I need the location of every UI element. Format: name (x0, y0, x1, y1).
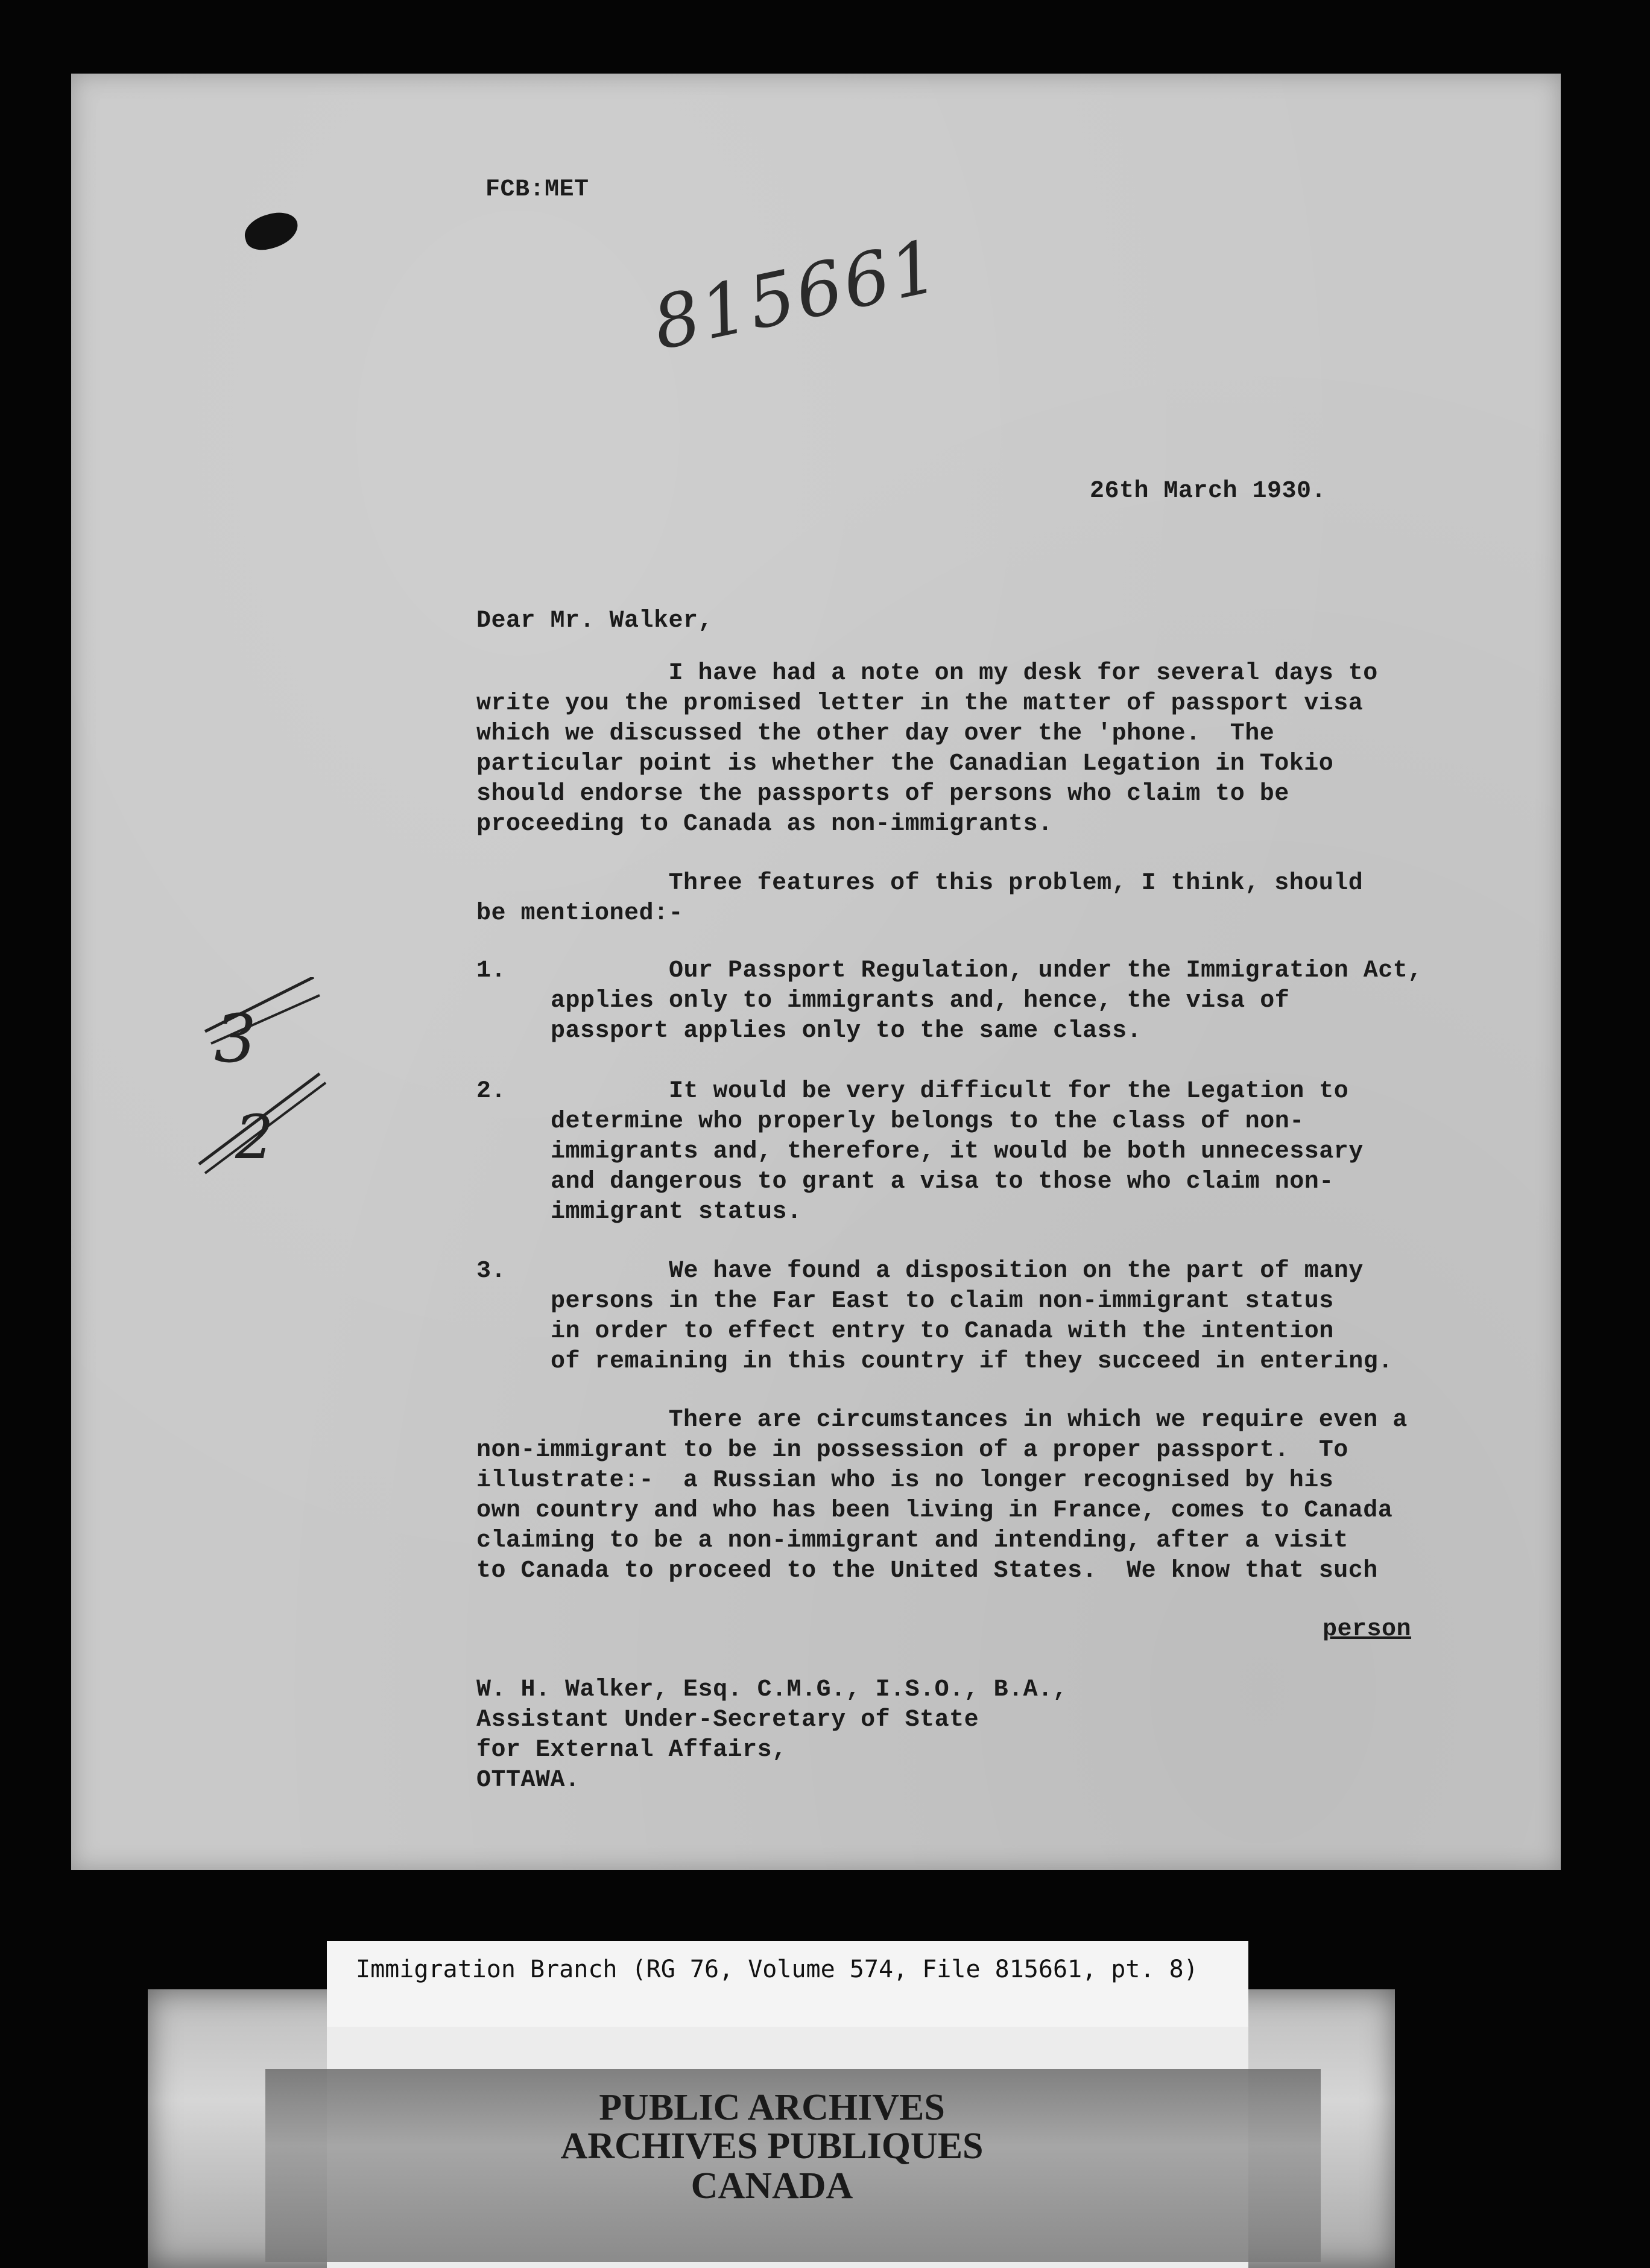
stamp-line-1: PUBLIC ARCHIVES (599, 2087, 945, 2128)
item-text-3: We have found a disposition on the part of many persons in the Far East to claim non-immigrant status in order to effect entry to Canada with the intention of remaining in this country if they succeed in entering. (551, 1258, 1393, 1375)
paragraph-4: There are circumstances in which we require even a non-immigrant to be in possession of a proper passport. To illustrate:- a Russian who is no longer recognised by his own country and who has been living in France, comes to Canada claiming to be a non-immigrant and intending, after a visit to Canada to proceed to the United States. We know that such (476, 1407, 1408, 1585)
handwritten-file-number: 815661 (645, 224, 948, 367)
paragraph-1: I have had a note on my desk for several days to write you the promised letter in the matter of passport visa which we discussed the other day over the 'phone. The particular point is whether the Canadian Legation in Tokio should endorse the passports of persons who claim to be proceeding to Canada as non-immigrants. (476, 660, 1378, 838)
item-text-1: Our Passport Regulation, under the Immigration Act, applies only to immigrants and, hence, the visa of passport applies only to the same class. (551, 957, 1423, 1045)
catchword: person (1323, 1616, 1412, 1643)
margin-pencil-marks (193, 977, 338, 1176)
letter-date: 26th March 1930. (1090, 478, 1327, 505)
stamp-line-2: ARCHIVES PUBLIQUES (560, 2126, 984, 2167)
reference-initials: FCB:MET (485, 176, 589, 203)
item-number-3: 3. (476, 1258, 507, 1285)
item-text-2: It would be very difficult for the Legation to determine who properly belongs to the class of non- immigrants and, therefore, it would be both unnecessary and dangerous to grant a visa to those who claim non- immigrant status. (551, 1078, 1364, 1226)
archive-caption-box (327, 1941, 1248, 2027)
salutation: Dear Mr. Walker, (476, 607, 713, 635)
svg-text:2: 2 (235, 1102, 274, 1173)
stamp-line-3: CANADA (691, 2165, 853, 2206)
item-number-2: 2. (476, 1078, 507, 1105)
paragraph-2: Three features of this problem, I think, should be mentioned:- (476, 870, 1364, 927)
item-number-1: 1. (476, 957, 507, 984)
svg-text:3: 3 (214, 1000, 256, 1077)
archive-caption: Immigration Branch (RG 76, Volume 574, File 815661, pt. 8) (356, 1956, 1198, 1983)
recipient-address: W. H. Walker, Esq. C.M.G., I.S.O., B.A., Assistant Under-Secretary of State for External Affairs, OTTAWA. (476, 1676, 1068, 1794)
